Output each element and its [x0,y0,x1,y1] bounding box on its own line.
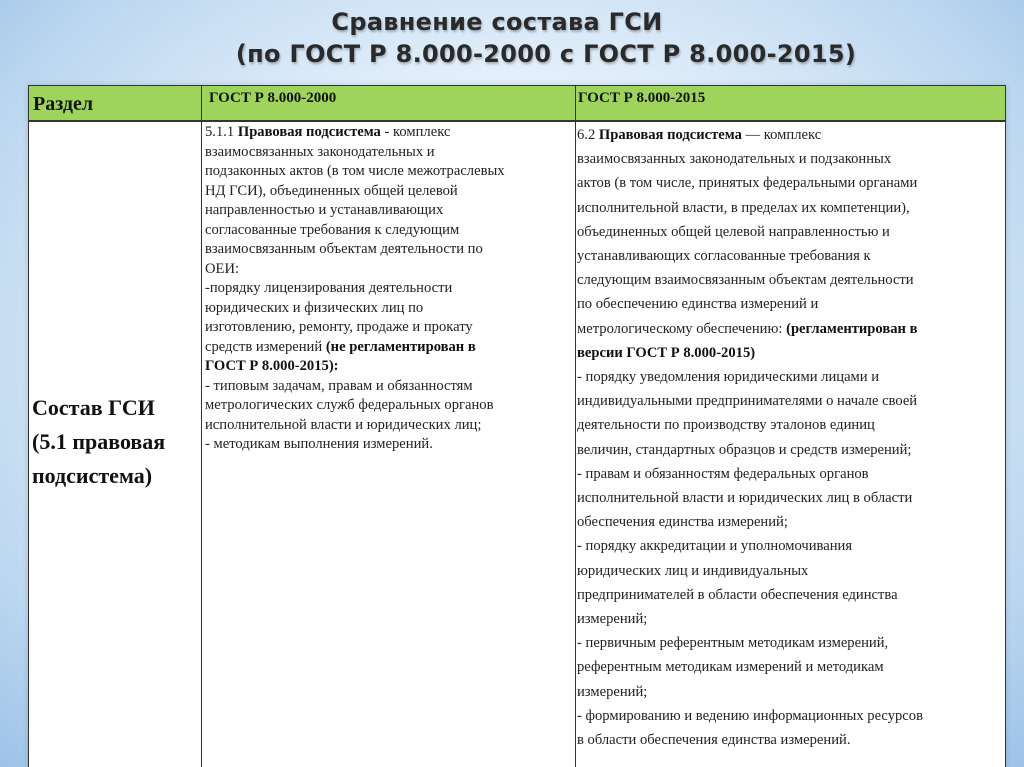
section-cell [32,391,200,493]
header-section: Раздел [33,93,94,115]
section-line-3: подсистема) [32,463,153,488]
title-line-2: (по ГОСТ Р 8.000-2000 с ГОСТ Р 8.000-2015) [235,40,857,68]
section-line-1: Состав ГСИ [32,395,155,420]
clause-note: (регламентирован в версии ГОСТ Р 8.000-2015) [577,320,918,361]
table-border-right [1005,85,1006,767]
table-header-row [28,85,1006,121]
clause-text: — комплекс взаимосвязанных законодательных и подзаконных актов (в том числе, принятых федеральными органами исполнительной власти, в пределах их компетенции), объединенных общей целевой направленностью и устанавливающих согласованные требования к следующим взаимосвязанным объектам деятельности по обеспечению единства измерений и метрологическому обеспечению: [577,127,918,337]
clause-number: 5.1.1 [205,124,238,140]
header-gost-2015: ГОСТ Р 8.000-2015 [578,90,706,106]
clause-list: - порядку уведомления юридическими лицами и индивидуальными предпринимателями о начале своей деятельности по производству эталонов единиц величин, стандартных образцов и средств измерений; - правам и обязанностям федеральных органов исполнительной власти и юридических лиц в области обеспечения единства измерений; - порядку аккредитации и уполномочивания юридических лиц и индивидуальных предпринимателей в области обеспечения единства измерений; - первичным референтным методикам измерений, референтным методикам измерений и методикам измерений; - формированию и ведению информационных ресурсов в области обеспечения единства измерений. [577,369,923,749]
comparison-table [28,85,1006,767]
clause-number: 6.2 [577,127,599,143]
gost-2000-cell [205,123,575,455]
column-divider-2 [575,85,576,767]
gost-2015-cell [577,123,1002,752]
section-line-2: (5.1 правовая [32,429,166,454]
column-divider-1 [201,85,202,767]
clause-term: Правовая подсистема [237,124,381,140]
clause-list: - типовым задачам, правам и обязанностям метрологических служб федеральных органов исполнительной власти и юридических лиц; - методикам выполнения измерений. [205,377,494,452]
clause-note: (не регламентирован в ГОСТ Р 8.000-2015): [205,338,476,374]
clause-term: Правовая подсистема [598,127,742,143]
table-border-top [28,85,1006,86]
clause-text: - комплекс взаимосвязанных законодательных и подзаконных актов (в том числе межотраслевых НД ГСИ), объединенных общей целевой направленностью и устанавливающих согласованные требования к следующим взаимосвязанным объектам деятельности по ОЕИ: -порядку лицензирования деятельности юридических и физических лиц по изготовлению, ремонту, продаже и прокату средств измерений [205,124,505,355]
title-line-1: Сравнение состава ГСИ [331,8,663,36]
header-gost-2000: ГОСТ Р 8.000-2000 [209,90,337,106]
header-bottom-border [28,121,1006,122]
slide-title [0,6,1024,70]
table-border-left [28,85,29,767]
